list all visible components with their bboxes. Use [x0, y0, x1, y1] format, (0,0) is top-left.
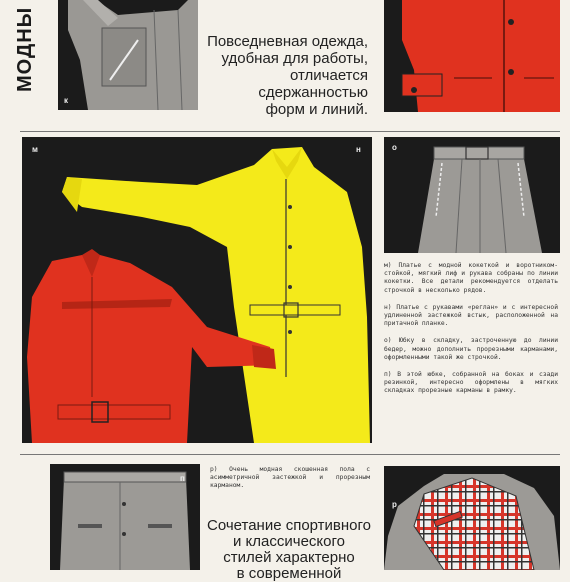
- divider-bottom: [20, 454, 560, 455]
- vertical-title-text: МОДНЫ: [14, 6, 36, 92]
- lower-headline-line: в современной: [236, 565, 342, 582]
- caption-o: о) Юбку в складку, застроченную до линии бедер, можно дополнить прорезными карманами, оформленными такой же строчкой.: [384, 337, 558, 361]
- pleated-skirt-illustration: [384, 137, 560, 253]
- panel-label-k: к: [64, 96, 69, 105]
- panel-red-jacket: [384, 0, 560, 112]
- headline: [200, 33, 368, 118]
- panel-label-r: р: [392, 500, 397, 509]
- plaid-jacket-illustration: [384, 466, 560, 570]
- caption-r-block: [210, 466, 370, 500]
- headline-line: удобная для работы,: [221, 50, 368, 67]
- panel-k-grey-coat: [58, 0, 198, 110]
- panel-r-plaid-jacket: [384, 466, 560, 570]
- panel-p-skirt: [50, 464, 200, 570]
- headline-line: Повседневная одежда,: [207, 33, 368, 50]
- caption-r: р) Очень модная скошенная пола с асимметричной застежкой и прорезным карманом.: [210, 466, 370, 490]
- lower-headline-line: стилей характерно: [223, 549, 355, 566]
- panel-m-n-dresses: [22, 137, 372, 443]
- red-jacket-illustration: [384, 0, 560, 112]
- headline-line: сдержанностью: [258, 84, 368, 101]
- caption-n: н) Платье с рукавами «реглан» и с интересной удлиненной застежкой встык, расположенной на притачной планке.: [384, 303, 558, 328]
- dresses-illustration: [22, 137, 372, 443]
- caption-p: п) В этой юбке, собранной на боках и сзади резинкой, интересно оформлены в мягких складках прорезные карманы в рамку.: [384, 371, 558, 395]
- panel-label-m: м: [32, 145, 38, 154]
- lower-headline-line: Сочетание спортивного: [206, 517, 372, 534]
- grey-coat-illustration: [58, 0, 198, 110]
- vertical-title: [0, 0, 52, 95]
- panel-o-skirt: [384, 137, 560, 253]
- divider-top: [20, 131, 560, 132]
- panel-label-o: о: [392, 143, 397, 152]
- caption-m: м) Платье с модной кокеткой и воротником-стойкой, мягкий лиф и рукава собраны по линии кокетки. Все детали рекомендуется отделать строчкой в несколько рядов.: [384, 262, 558, 294]
- panel-label-n: н: [356, 145, 361, 154]
- lower-headline: [200, 518, 378, 582]
- lower-headline-line: и классического: [233, 533, 345, 550]
- headline-line: форм и линий.: [265, 101, 368, 118]
- captions-column: [384, 262, 558, 405]
- headline-line: отличается: [289, 67, 368, 84]
- gathered-skirt-illustration: [50, 464, 200, 570]
- panel-label-p: п: [180, 474, 185, 483]
